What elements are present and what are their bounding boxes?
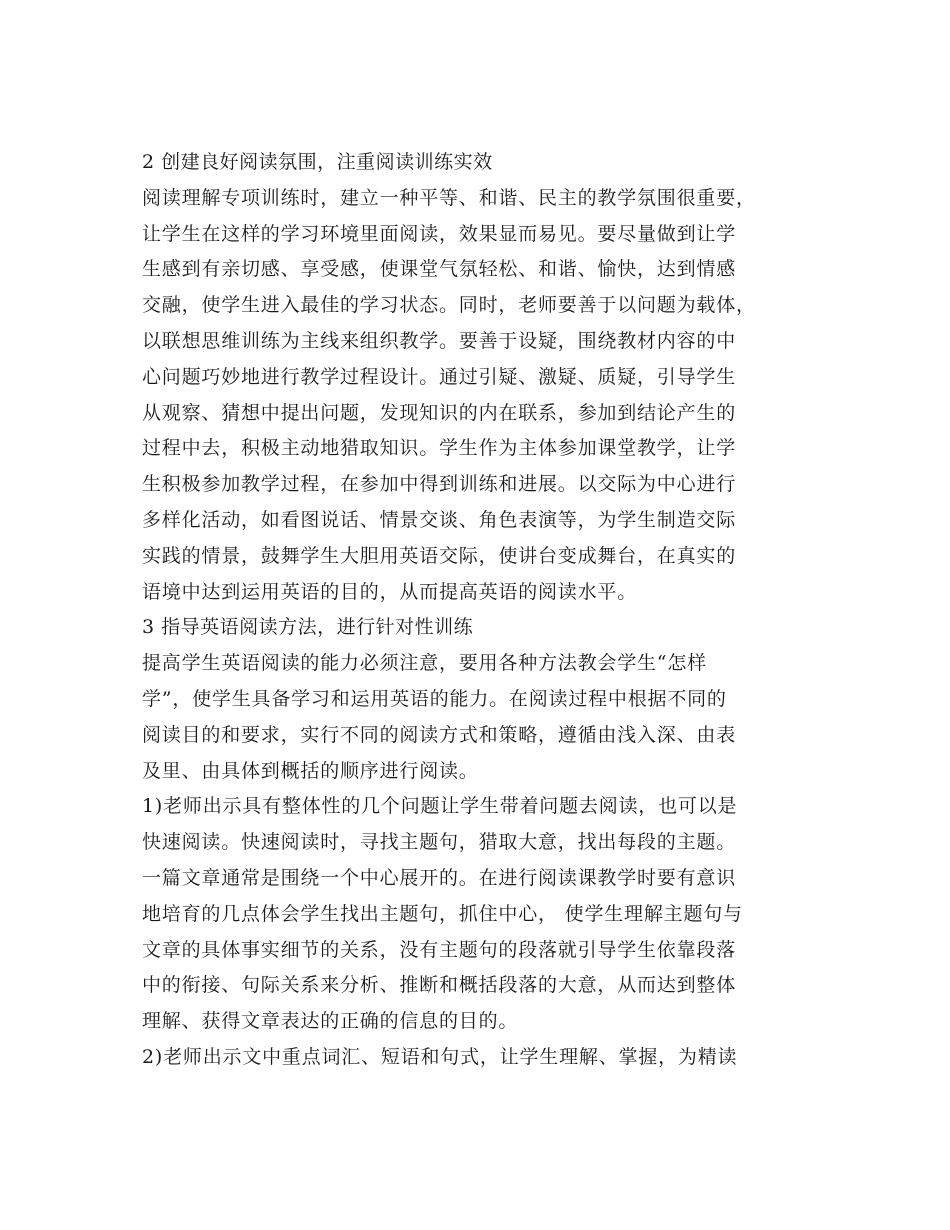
section-heading-2: 2 创建良好阅读氛围，注重阅读训练实效 xyxy=(142,151,493,173)
paragraph-line: 生感到有亲切感、享受感，使课堂气氛轻松、和谐、愉快，达到情感 xyxy=(142,258,737,281)
section-heading-3: 3 指导英语阅读方法，进行针对性训练 xyxy=(142,616,474,639)
document-body xyxy=(142,145,812,1076)
paragraph-line: 实践的情景，鼓舞学生大胆用英语交际，使讲台变成舞台，在真实的 xyxy=(142,544,737,567)
paragraph-line: 提高学生英语阅读的能力必须注意，要用各种方法教会学生“怎样 xyxy=(142,652,707,675)
paragraph-line: 让学生在这样的学习环境里面阅读，效果显而易见。要尽量做到让学 xyxy=(142,222,737,245)
paragraph-line: 生积极参加教学过程，在参加中得到训练和进展。以交际为中心进行 xyxy=(142,473,737,496)
list-item-2-line: 2)老师出示文中重点词汇、短语和句式，让学生理解、掌握，为精读 xyxy=(142,1045,738,1068)
paragraph-line: 以联想思维训练为主线来组织教学。要善于设疑，围绕教材内容的中 xyxy=(142,329,737,352)
paragraph-line: 快速阅读。快速阅读时，寻找主题句，猎取大意，找出每段的主题。 xyxy=(142,831,737,854)
paragraph-line: 一篇文章通常是围绕一个中心展开的。在进行阅读课教学时要有意识 xyxy=(142,866,737,889)
paragraph-line: 多样化活动，如看图说话、情景交谈、角色表演等，为学生制造交际 xyxy=(142,508,737,531)
paragraph-line: 文章的具体事实细节的关系，没有主题句的段落就引导学生依靠段落 xyxy=(142,938,737,961)
paragraph-line: 交融，使学生进入最佳的学习状态。同时，老师要善于以问题为载体， xyxy=(142,294,756,317)
paragraph-line: 阅读目的和要求，实行不同的阅读方式和策略，遵循由浅入深、由表 xyxy=(142,723,737,746)
paragraph-line: 学”，使学生具备学习和运用英语的能力。在阅读过程中根据不同的 xyxy=(142,687,727,710)
paragraph-line: 理解、获得文章表达的正确的信息的目的。 xyxy=(142,1010,519,1033)
paragraph-line: 心问题巧妙地进行教学过程设计。通过引疑、激疑、质疑，引导学生 xyxy=(142,365,737,388)
list-item-1-line: 1)老师出示具有整体性的几个问题让学生带着问题去阅读，也可以是 xyxy=(142,795,738,818)
paragraph-line: 语境中达到运用英语的目的，从而提高英语的阅读水平。 xyxy=(142,580,638,603)
paragraph-line: 及里、由具体到概括的顺序进行阅读。 xyxy=(142,759,479,782)
paragraph-line: 过程中去，积极主动地猎取知识。学生作为主体参加课堂教学，让学 xyxy=(142,437,737,460)
paragraph-line: 地培育的几点体会学生找出主题句，抓住中心， 使学生理解主题句与 xyxy=(142,902,743,925)
paragraph-line: 从观察、猜想中提出问题，发现知识的内在联系，参加到结论产生的 xyxy=(142,401,737,424)
paragraph-line: 阅读理解专项训练时，建立一种平等、和谐、民主的教学氛围很重要， xyxy=(142,186,756,209)
paragraph-line: 中的衔接、句际关系来分析、推断和概括段落的大意，从而达到整体 xyxy=(142,974,737,997)
